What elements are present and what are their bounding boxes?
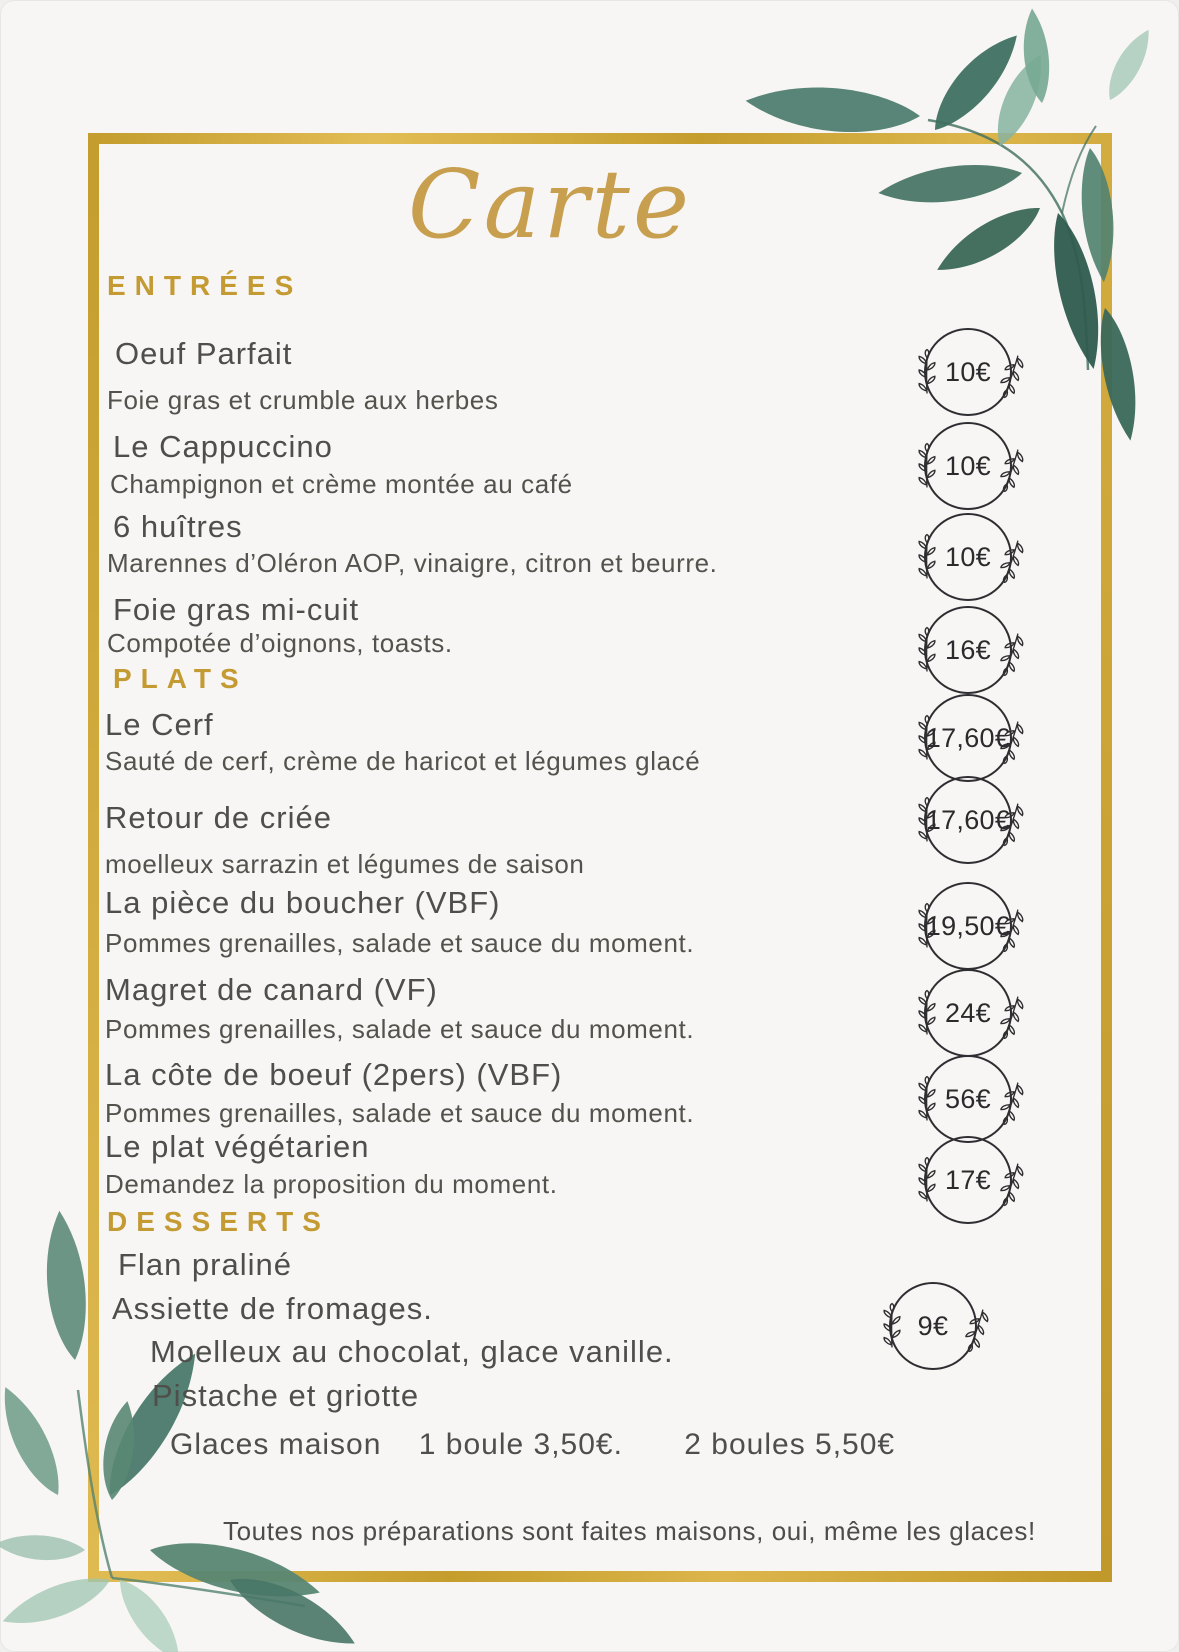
item-name: Le plat végétarien (105, 1129, 370, 1164)
item-name: Oeuf Parfait (115, 336, 293, 371)
price-value: 17€ (945, 1164, 991, 1195)
price-badge-cappuccino (924, 422, 1012, 510)
section-header-desserts: DESSERTS (107, 1206, 330, 1237)
glaces-option-1: 1 boule 3,50€. (418, 1428, 623, 1461)
item-name: Le Cerf (105, 707, 214, 742)
price-badge-piece-du-boucher (924, 882, 1012, 970)
footer-note: Toutes nos préparations sont faites maisons, oui, même les glaces! (223, 1516, 1036, 1546)
price-badge-cote-de-boeuf (924, 1055, 1012, 1143)
price-value: 16€ (945, 634, 991, 665)
item-description: Compotée d’oignons, toasts. (107, 628, 453, 658)
item-name: Moelleux au chocolat, glace vanille. (150, 1334, 674, 1369)
section-header-entrees: ENTRÉES (107, 270, 303, 301)
price-badge-retour-de-criee (924, 776, 1012, 864)
item-description: Pommes grenailles, salade et sauce du moment. (105, 1098, 695, 1128)
price-badge-oeuf-parfait (924, 328, 1012, 416)
item-name: Magret de canard (VF) (105, 972, 438, 1007)
price-value: 19,50€ (925, 910, 1011, 941)
item-name: Flan praliné (118, 1247, 292, 1282)
item-name: Retour de criée (105, 800, 332, 835)
price-badge-magret (924, 969, 1012, 1057)
price-value: 24€ (945, 997, 991, 1028)
price-badge-desserts (889, 1282, 977, 1370)
item-name: 6 huîtres (113, 509, 243, 544)
price-value: 10€ (945, 356, 991, 387)
price-value: 10€ (945, 541, 991, 572)
section-header-plats: PLATS (113, 663, 248, 694)
item-description: Demandez la proposition du moment. (105, 1169, 558, 1199)
glaces-label: Glaces maison (170, 1428, 382, 1461)
item-description: moelleux sarrazin et légumes de saison (105, 849, 585, 879)
glaces-option-2: 2 boules 5,50€ (684, 1428, 896, 1461)
item-name: Assiette de fromages. (112, 1291, 433, 1326)
item-description: Pommes grenailles, salade et sauce du moment. (105, 928, 695, 958)
item-name: Foie gras mi-cuit (113, 592, 360, 627)
page-title: Carte (407, 150, 693, 260)
price-value: 56€ (945, 1083, 991, 1114)
price-badge-cerf (924, 694, 1012, 782)
item-name: La côte de boeuf (2pers) (VBF) (105, 1057, 563, 1092)
item-description: Pommes grenailles, salade et sauce du moment. (105, 1014, 695, 1044)
price-value: 17,60€ (925, 722, 1011, 753)
item-description: Champignon et crème montée au café (110, 469, 573, 499)
price-value: 17,60€ (925, 804, 1011, 835)
item-name: Pistache et griotte (152, 1378, 420, 1413)
price-badge-huitres (924, 513, 1012, 601)
item-description: Marennes d’Oléron AOP, vinaigre, citron et beurre. (107, 548, 718, 578)
item-name: Le Cappuccino (113, 429, 333, 464)
price-badge-foie-gras (924, 606, 1012, 694)
item-description: Foie gras et crumble aux herbes (107, 385, 499, 415)
glaces-line (170, 1428, 895, 1462)
price-value: 10€ (945, 450, 991, 481)
item-name: La pièce du boucher (VBF) (105, 885, 501, 920)
price-badge-plat-vegetarien (924, 1136, 1012, 1224)
price-value: 9€ (917, 1310, 949, 1341)
item-description: Sauté de cerf, crème de haricot et légumes glacé (105, 746, 701, 776)
